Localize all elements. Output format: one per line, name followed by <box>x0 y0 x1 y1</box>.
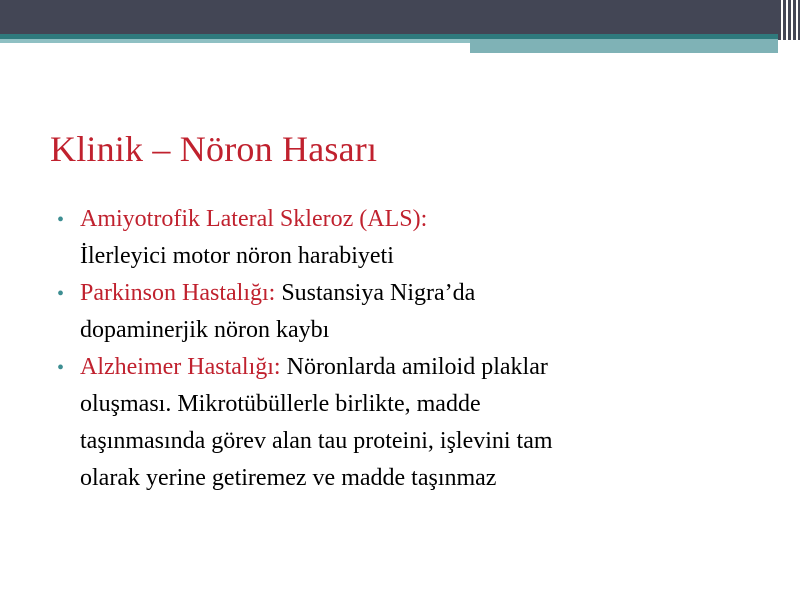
bullet-list <box>57 201 757 497</box>
bullet-term: Alzheimer Hastalığı: <box>80 354 281 380</box>
bullet-first-line-text: Nöronlarda amiloid plaklar <box>280 354 548 380</box>
bullet-item-alzheimer <box>57 349 757 497</box>
header-band-light-block <box>470 39 778 53</box>
bullet-item-parkinson <box>57 275 757 349</box>
header-corner-stripes <box>778 0 800 40</box>
bullet-text-line: dopaminerjik nöron kaybı <box>80 317 330 343</box>
bullet-first-line <box>80 349 757 386</box>
bullet-first-line <box>80 201 757 238</box>
bullet-text-line: taşınmasında görev alan tau proteini, işlevini tam <box>80 428 553 454</box>
bullet-icon: • <box>57 357 65 379</box>
bullet-item-als <box>57 201 757 275</box>
bullet-text-line: İlerleyici motor nöron harabiyeti <box>80 243 394 269</box>
bullet-first-line-text: Sustansiya Nigra’da <box>275 280 476 306</box>
header-band <box>0 0 778 34</box>
slide-title: Klinik – Nöron Hasarı <box>50 129 378 169</box>
bullet-icon: • <box>57 209 65 231</box>
header-band-light-stripe <box>0 39 470 43</box>
bullet-icon: • <box>57 283 65 305</box>
bullet-term: Amiyotrofik Lateral Skleroz (ALS): <box>80 206 428 232</box>
bullet-first-line <box>80 275 757 312</box>
bullet-text-line: oluşması. Mikrotübüllerle birlikte, madde <box>80 391 481 417</box>
bullet-term: Parkinson Hastalığı: <box>80 280 276 306</box>
bullet-text-line: olarak yerine getiremez ve madde taşınmaz <box>80 465 497 491</box>
